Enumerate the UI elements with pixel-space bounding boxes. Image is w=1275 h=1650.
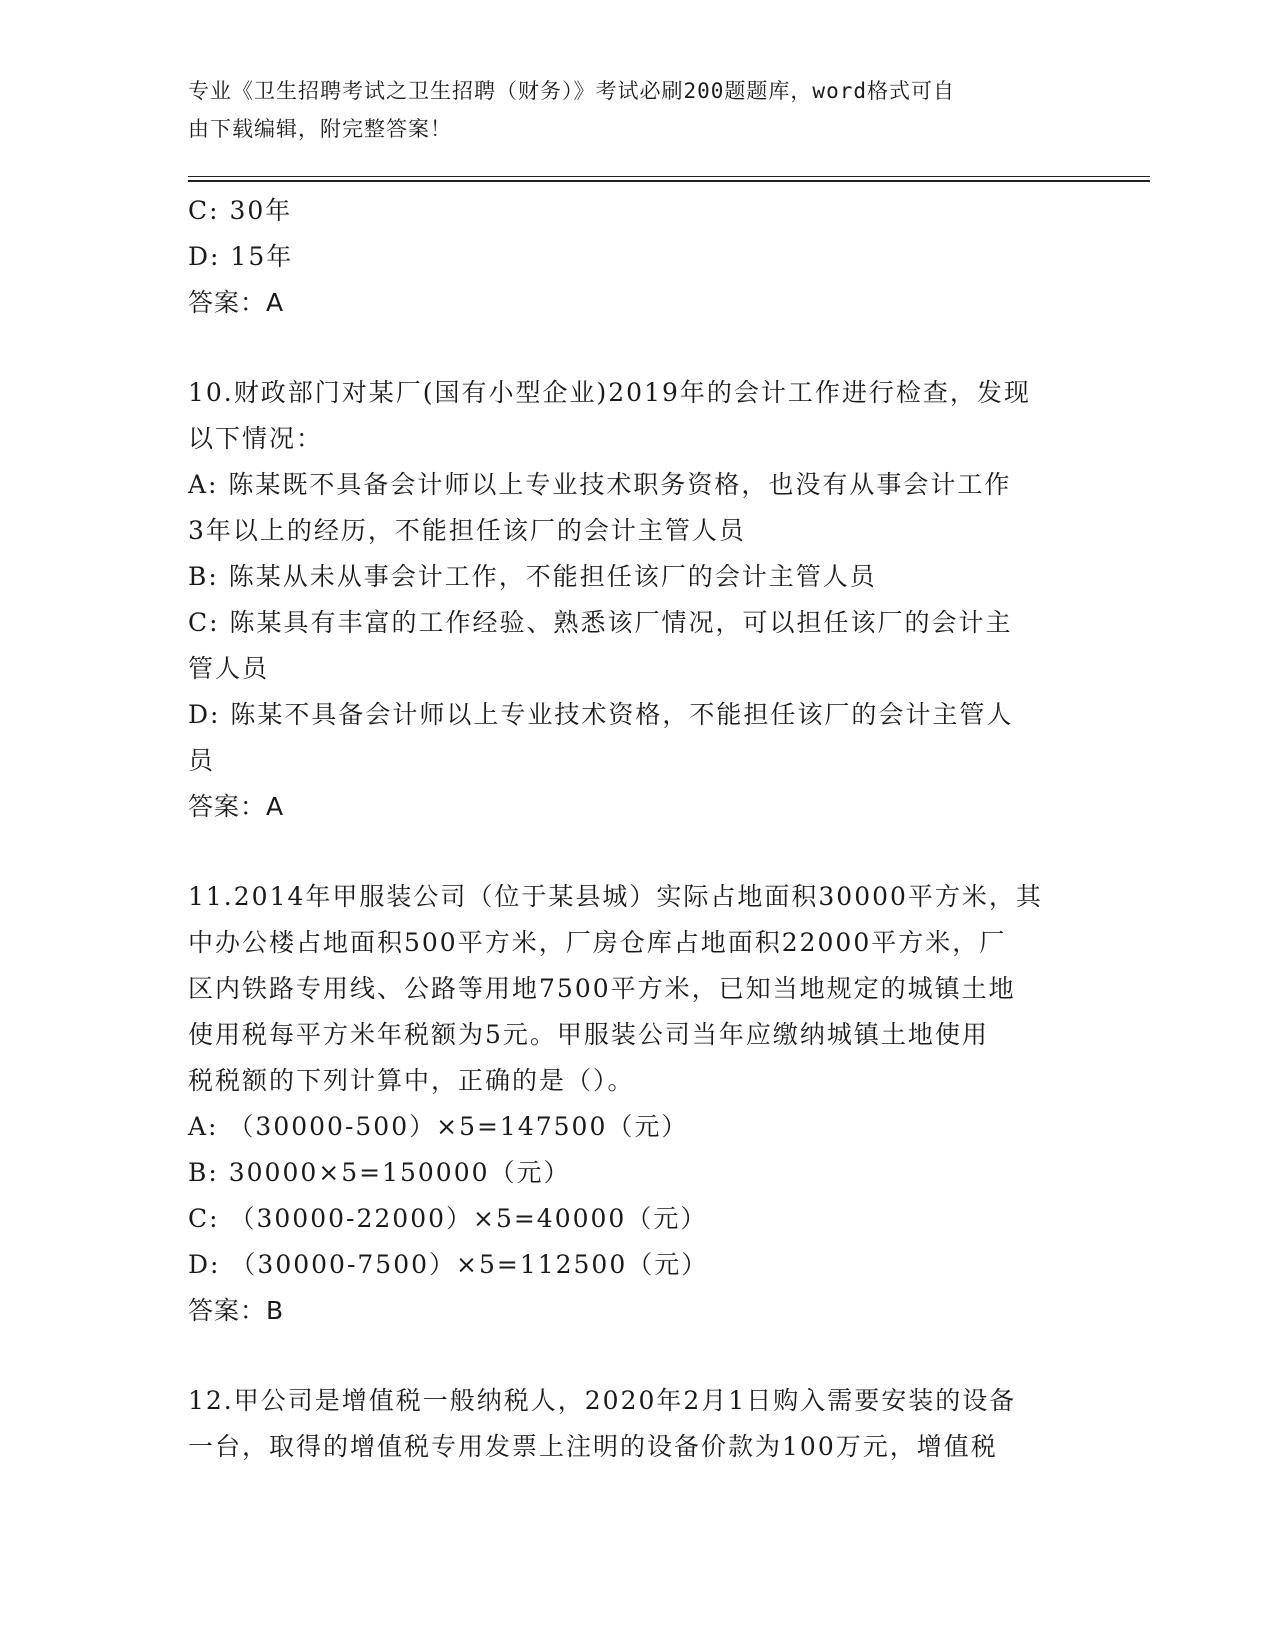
question-previous [188,188,1088,326]
question-text: 11.2014年甲服装公司（位于某县城）实际占地面积30000平方米，其 [188,882,1043,911]
question-11 [188,874,1088,1334]
question-text: 税税额的下列计算中，正确的是（）。 [188,1066,635,1095]
answer: 答案：B [188,1296,285,1325]
header-line: 专业《卫生招聘考试之卫生招聘（财务）》考试必刷200题题库，word格式可自 [188,79,955,103]
question-text: 以下情况： [188,424,324,453]
option-a: A: 陈某既不具备会计师以上专业技术职务资格，也没有从事会计工作 [188,470,1012,499]
option-a-cont: 3年以上的经历，不能担任该厂的会计主管人员 [188,516,746,545]
option-d: D: （30000-7500）×5=112500（元） [188,1250,709,1279]
option-d: D: 陈某不具备会计师以上专业技术资格，不能担任该厂的会计主管人 [188,700,1014,729]
question-10 [188,370,1088,830]
answer: 答案：A [188,288,285,317]
option-c: C: （30000-22000）×5=40000（元） [188,1204,708,1233]
header-divider-thick [188,180,1150,182]
question-text: 一台，取得的增值税专用发票上注明的设备价款为100万元，增值税 [188,1432,998,1461]
question-text: 12.甲公司是增值税一般纳税人，2020年2月1日购入需要安装的设备 [188,1386,1017,1415]
option-c: C: 陈某具有丰富的工作经验、熟悉该厂情况，可以担任该厂的会计主 [188,608,1013,637]
option-c: C: 30年 [188,196,293,225]
document-body [188,188,1088,1470]
option-d: D: 15年 [188,242,294,271]
header-line: 由下载编辑，附完整答案！ [188,117,452,141]
question-text: 10.财政部门对某厂(国有小型企业)2019年的会计工作进行检查，发现 [188,378,1031,407]
question-12 [188,1378,1088,1470]
option-d-cont: 员 [188,746,216,775]
option-b: B: 陈某从未从事会计工作，不能担任该厂的会计主管人员 [188,562,877,591]
question-text: 使用税每平方米年税额为5元。甲服装公司当年应缴纳城镇土地使用 [188,1020,989,1049]
document-header [188,72,1068,148]
question-text: 区内铁路专用线、公路等用地7500平方米，已知当地规定的城镇土地 [188,974,1016,1003]
option-c-cont: 管人员 [188,654,270,683]
answer: 答案：A [188,792,285,821]
header-divider-thin [188,176,1150,177]
option-a: A: （30000-500）×5=147500（元） [188,1112,689,1141]
question-text: 中办公楼占地面积500平方米，厂房仓库占地面积22000平方米，厂 [188,928,1007,957]
option-b: B: 30000×5=150000（元） [188,1158,571,1187]
